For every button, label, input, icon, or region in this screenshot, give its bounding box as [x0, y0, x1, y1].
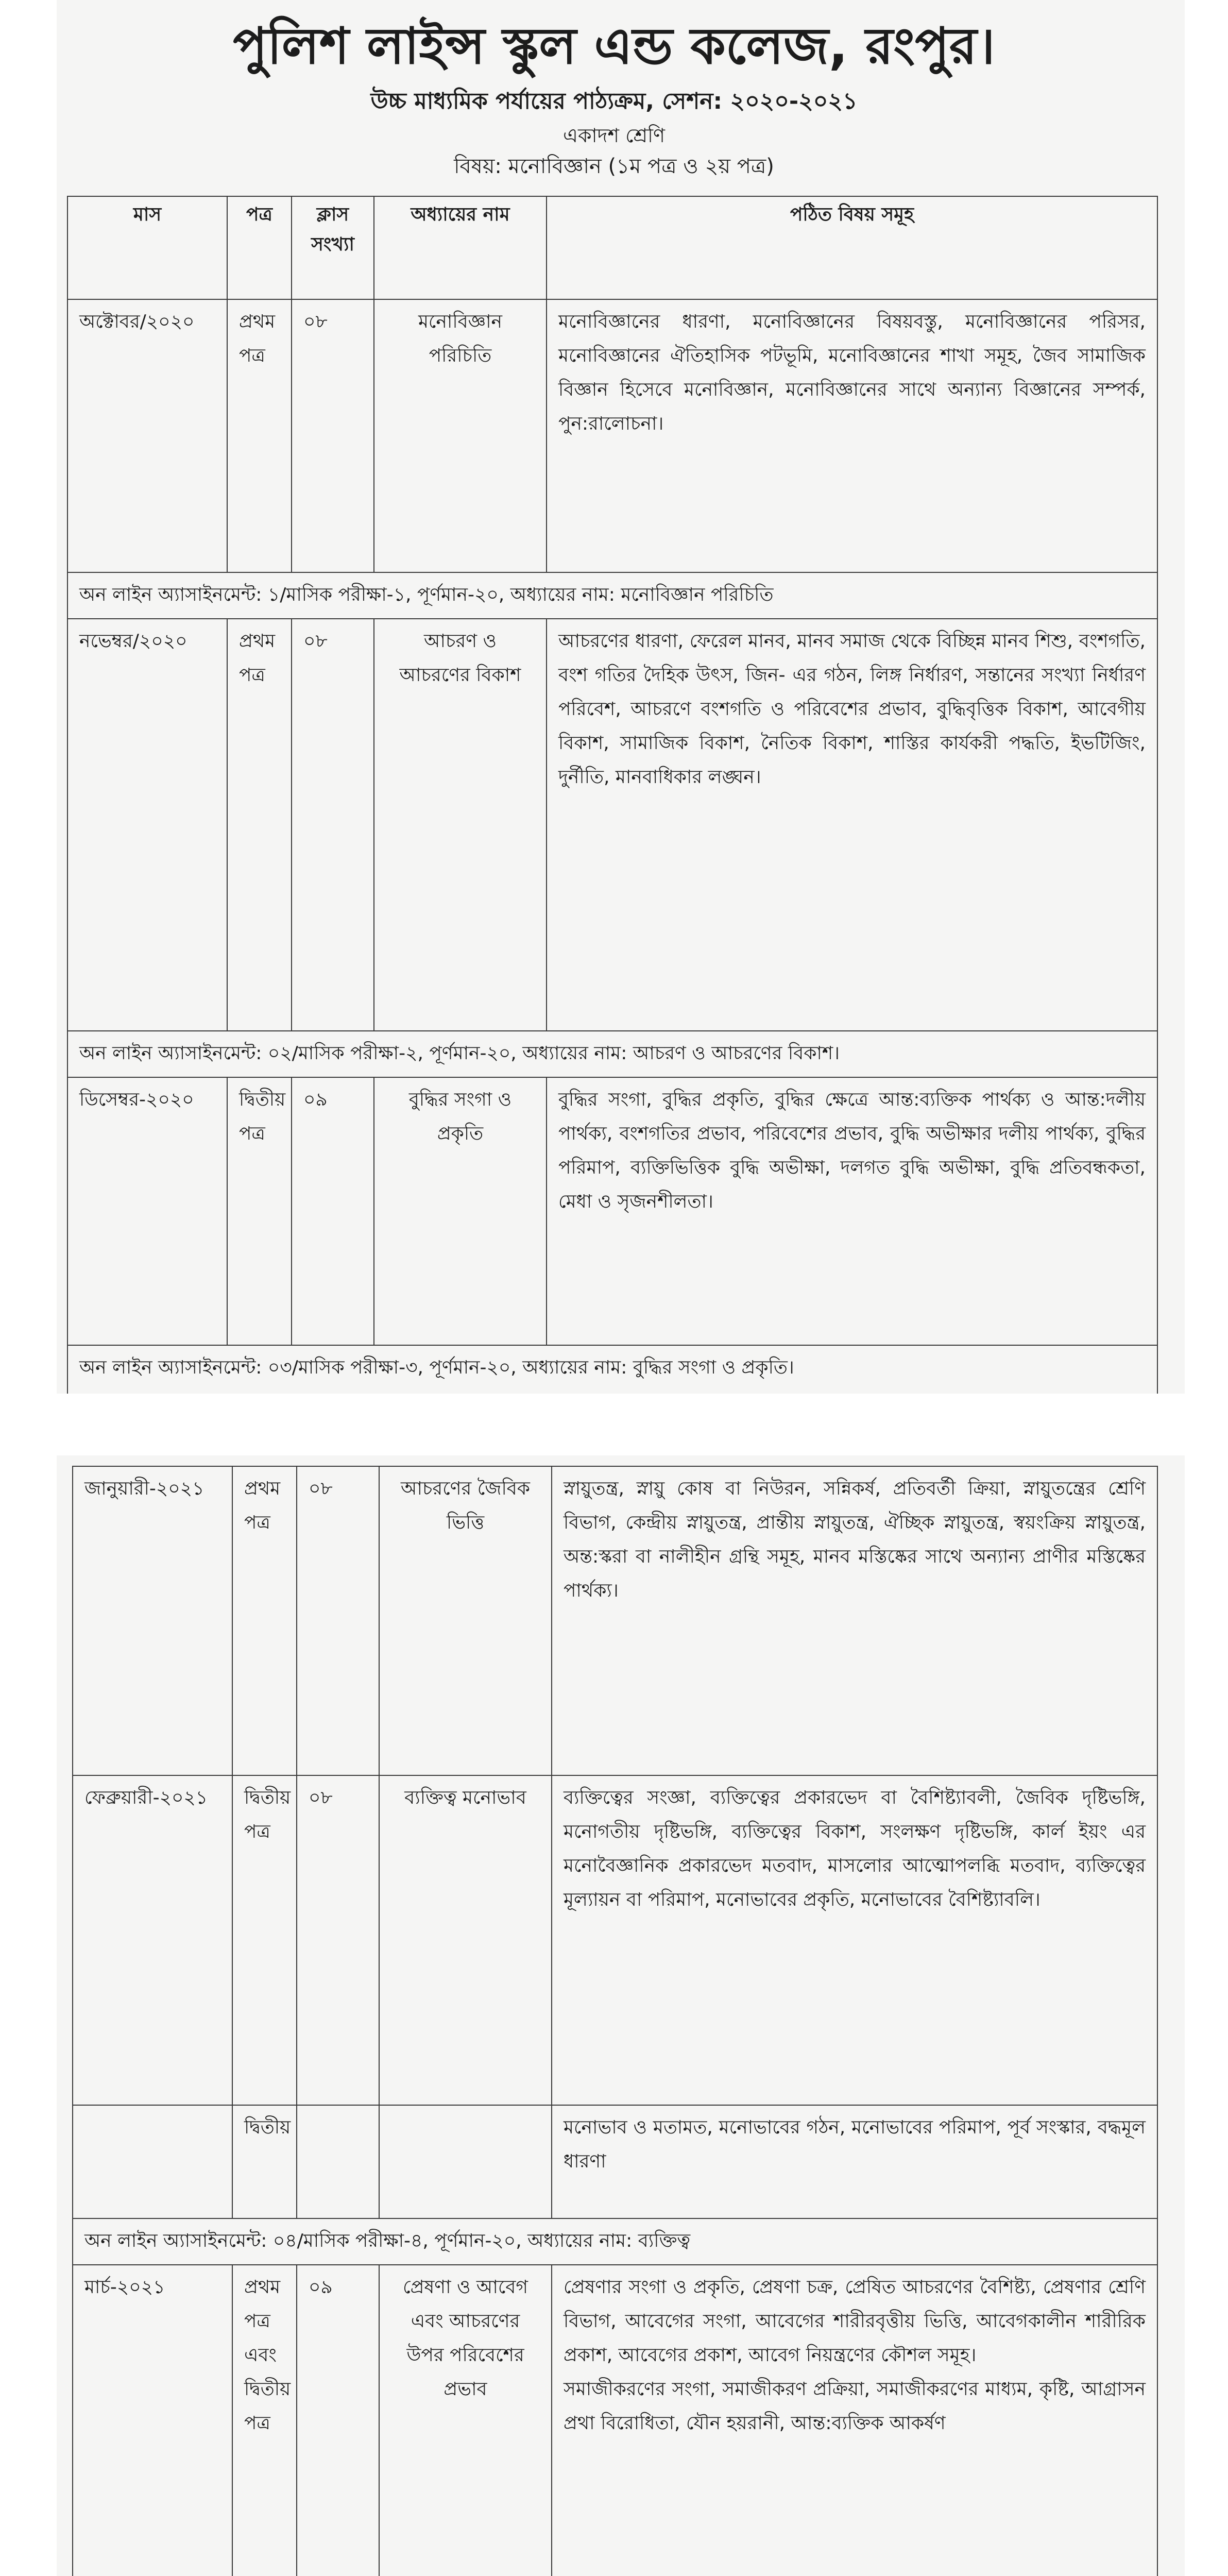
month-cell: ডিসেম্বর-২০২০: [67, 1077, 227, 1345]
chapter-cell: [379, 2105, 552, 2218]
assignment-text: অন লাইন অ্যাসাইনমেন্ট: ০৪/মাসিক পরীক্ষা-৪, পূর্ণমান-২০, অধ্যায়ের নাম: ব্যক্তিত্ব: [73, 2218, 1157, 2265]
page-gap: [0, 1394, 1228, 1455]
table-row: [73, 1466, 1157, 1775]
institution-title: পুলিশ লাইন্স স্কুল এন্ড কলেজ, রংপুর।: [233, 17, 995, 76]
month-cell: ফেব্রুয়ারী-২০২১: [73, 1775, 232, 2105]
chapter-cell: ব্যক্তিত্ব মনোভাব: [379, 1775, 552, 2105]
chapter-cell: বুদ্ধির সংগা ও প্রকৃতি: [374, 1077, 547, 1345]
header-class-count: ক্লাস সংখ্যা: [292, 196, 374, 299]
class-count-cell: [297, 2105, 379, 2218]
month-cell: [73, 2105, 232, 2218]
month-cell: জানুয়ারী-২০২১: [73, 1466, 232, 1775]
table-row: [67, 299, 1157, 572]
header-month: মাস: [67, 196, 227, 299]
month-cell: মার্চ-২০২১: [73, 2265, 232, 2576]
topics-cell: আচরণের ধারণা, ফেরেল মানব, মানব সমাজ থেকে বিচ্ছিন্ন মানব শিশু, বংশগতি, বংশ গতির দৈহিক উৎস, জিন- এর গঠন, লিঙ্গ নির্ধারণ, সন্তানের সংখ্যা নির্ধারণ পরিবেশ, আচরণে বংশগতি ও পরিবেশের প্রভাব, বুদ্ধিবৃত্তিক বিকাশ, আবেগীয় বিকাশ, সামাজিক বিকাশ, নৈতিক বিকাশ, শাস্তির কার্যকরী পদ্ধতি, ইভটিজিং, দুর্নীতি, মানবাধিকার লঙ্ঘন।: [547, 619, 1157, 1031]
subject-line: বিষয়: মনোবিজ্ঞান (১ম পত্র ও ২য় পত্র): [454, 155, 774, 178]
topics-cell: মনোবিজ্ঞানের ধারণা, মনোবিজ্ঞানের বিষয়বস্তু, মনোবিজ্ঞানের পরিসর, মনোবিজ্ঞানের ঐতিহাসিক পটভূমি, মনোবিজ্ঞানের শাখা সমূহ, জৈব সামাজিক বিজ্ঞান হিসেবে মনোবিজ্ঞান, মনোবিজ্ঞানের সাথে অন্যান্য বিজ্ঞানের সম্পর্ক, পুন:রালোচনা।: [547, 299, 1157, 572]
header-chapter-name: অধ্যায়ের নাম: [374, 196, 547, 299]
month-cell: অক্টোবর/২০২০: [67, 299, 227, 572]
header-topics: পঠিত বিষয় সমূহ: [547, 196, 1157, 299]
class-count-cell: ০৯: [292, 1077, 374, 1345]
assignment-row: [67, 1345, 1157, 1394]
assignment-text: অন লাইন অ্যাসাইনমেন্ট: ০৩/মাসিক পরীক্ষা-৩, পূর্ণমান-২০, অধ্যায়ের নাম: বুদ্ধির সংগা ও প্রকৃতি।: [67, 1345, 1157, 1394]
document-header: [0, 10, 1228, 182]
table-row: [73, 1775, 1157, 2105]
assignment-text: অন লাইন অ্যাসাইনমেন্ট: ০২/মাসিক পরীক্ষা-২, পূর্ণমান-২০, অধ্যায়ের নাম: আচরণ ও আচরণের বিকাশ।: [67, 1031, 1157, 1077]
topics-cell: স্নায়ুতন্ত্র, স্নায়ু কোষ বা নিউরন, সন্নিকর্ষ, প্রতিবর্তী ক্রিয়া, স্নায়ুতন্ত্রের শ্রেণি বিভাগ, কেন্দ্রীয় স্নায়ুতন্ত্র, প্রান্তীয় স্নায়ুতন্ত্র, ঐচ্ছিক স্নায়ুতন্ত্র, স্বয়ংক্রিয় স্নায়ুতন্ত্র, অন্ত:স্করা বা নালীহীন গ্রন্থি সমূহ, মানব মস্তিষ্কের সাথে অন্যান্য প্রাণীর মস্তিষ্কের পার্থক্য।: [552, 1466, 1157, 1775]
topics-text-continued: সমাজীকরণের সংগা, সমাজীকরণ প্রক্রিয়া, সমাজীকরণের মাধ্যম, কৃষ্টি, আগ্রাসন প্রথা বিরোধিতা, যৌন হয়রানী, আন্ত:ব্যক্তিক আকর্ষণ: [564, 2379, 1146, 2434]
class-count-cell: ০৮: [292, 299, 374, 572]
table-row: [73, 2265, 1157, 2576]
curriculum-subtitle: উচ্চ মাধ্যমিক পর্যায়ের পাঠ্যক্রম, সেশন: ২০২০-২০২১: [370, 88, 858, 114]
chapter-cell: আচরণের জৈবিক ভিত্তি: [379, 1466, 552, 1775]
table-row: [67, 619, 1157, 1031]
topics-text: প্রেষণার সংগা ও প্রকৃতি, প্রেষণা চক্র, প্রেষিত আচরণের বৈশিষ্ট্য, প্রেষণার শ্রেণি বিভাগ, আবেগের সংগা, আবেগের শারীরবৃত্তীয় ভিত্তি, আবেগকালীন শারীরিক প্রকাশ, আবেগের প্রকাশ, আবেগ নিয়ন্ত্রণের কৌশল সমূহ।: [564, 2277, 1146, 2366]
topics-cell: বুদ্ধির সংগা, বুদ্ধির প্রকৃতি, বুদ্ধির ক্ষেত্রে আন্ত:ব্যক্তিক পার্থক্য ও আন্ত:দলীয় পার্থক্য, বংশগতির প্রভাব, পরিবেশের প্রভাব, বুদ্ধি অভীক্ষার দলীয় পার্থক্য, বুদ্ধির পরিমাপ, ব্যক্তিভিত্তিক বুদ্ধি অভীক্ষা, দলগত বুদ্ধি অভীক্ষা, বুদ্ধি প্রতিবন্ধকতা, মেধা ও সৃজনশীলতা।: [547, 1077, 1157, 1345]
assignment-row: [67, 1031, 1157, 1077]
schedule-table-part-1: [67, 196, 1158, 1395]
table-row: [67, 1077, 1157, 1345]
header-paper: পত্র: [227, 196, 292, 299]
class-count-cell: ০৮: [292, 619, 374, 1031]
paper-cell: দ্বিতীয়: [232, 2105, 297, 2218]
table-row: [73, 2105, 1157, 2218]
chapter-cell: মনোবিজ্ঞান পরিচিতি: [374, 299, 547, 572]
class-count-cell: ০৯: [297, 2265, 379, 2576]
paper-cell: প্রথম পত্র: [232, 1466, 297, 1775]
chapter-cell: আচরণ ও আচরণের বিকাশ: [374, 619, 547, 1031]
class-name: একাদশ শ্রেণি: [563, 124, 665, 147]
assignment-row: [67, 572, 1157, 619]
chapter-cell: প্রেষণা ও আবেগ এবং আচরণের উপর পরিবেশের প্রভাব: [379, 2265, 552, 2576]
month-cell: নভেম্বর/২০২০: [67, 619, 227, 1031]
table-header-row: [67, 196, 1157, 299]
topics-cell: ব্যক্তিত্বের সংজ্ঞা, ব্যক্তিত্বের প্রকারভেদ বা বৈশিষ্ট্যাবলী, জৈবিক দৃষ্টিভঙ্গি, মনোগতীয় দৃষ্টিভঙ্গি, ব্যক্তিত্বের বিকাশ, সংলক্ষণ দৃষ্টিভঙ্গি, কার্ল ইয়ং এর মনোবৈজ্ঞানিক প্রকারভেদ মতবাদ, মাসলোর আত্মোপলব্ধি মতবাদ, ব্যক্তিত্বের মূল্যায়ন বা পরিমাপ, মনোভাবের প্রকৃতি, মনোভাবের বৈশিষ্ট্যাবলি।: [552, 1775, 1157, 2105]
assignment-row: [73, 2218, 1157, 2265]
paper-cell: প্রথম পত্র: [227, 619, 292, 1031]
class-count-cell: ০৮: [297, 1466, 379, 1775]
topics-cell: [552, 2265, 1157, 2576]
assignment-text: অন লাইন অ্যাসাইনমেন্ট: ১/মাসিক পরীক্ষা-১, পূর্ণমান-২০, অধ্যায়ের নাম: মনোবিজ্ঞান পরিচিতি: [67, 572, 1157, 619]
paper-cell: দ্বিতীয় পত্র: [232, 1775, 297, 2105]
class-count-cell: ০৮: [297, 1775, 379, 2105]
paper-cell: প্রথম পত্র এবং দ্বিতীয় পত্র: [232, 2265, 297, 2576]
topics-cell: মনোভাব ও মতামত, মনোভাবের গঠন, মনোভাবের পরিমাপ, পূর্ব সংস্কার, বদ্ধমূল ধারণা: [552, 2105, 1157, 2218]
paper-cell: প্রথম পত্র: [227, 299, 292, 572]
paper-cell: দ্বিতীয় পত্র: [227, 1077, 292, 1345]
schedule-table-part-2: [72, 1466, 1158, 2576]
